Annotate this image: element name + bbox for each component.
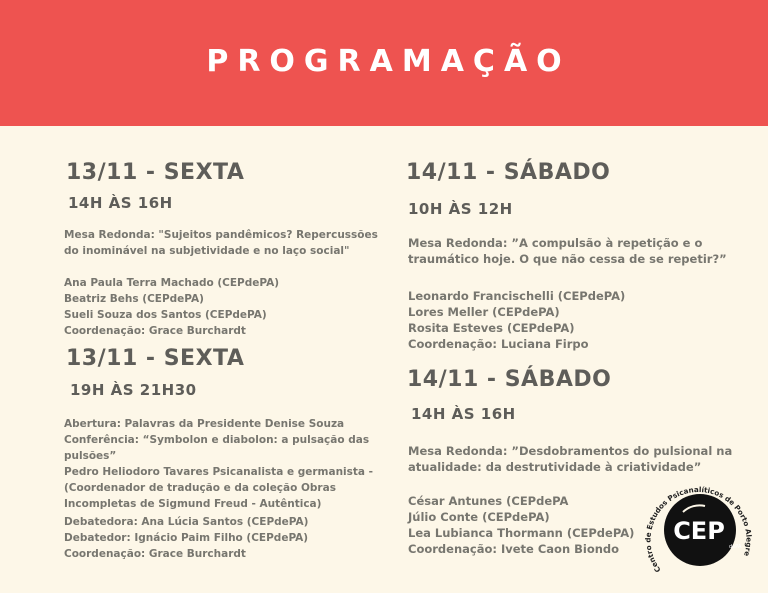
coordinator: Coordenação: Luciana Firpo [408, 337, 589, 351]
text-line: Mesa Redonda: ”A compulsão à repetição e o [408, 236, 703, 250]
time-heading: 14H ÀS 16H [68, 194, 173, 212]
participant: Sueli Souza dos Santos (CEPdePA) [64, 309, 267, 321]
cep-logo [643, 472, 755, 584]
day-heading: 14/11 - SÁBADO [406, 160, 611, 185]
session-description [408, 443, 732, 475]
coordinator: Coordenação: Ivete Caon Biondo [408, 542, 620, 556]
coordinator: Coordenação: Grace Burchardt [64, 548, 246, 560]
text-line: Conferência: “Symbolon e diabolon: a pulsação das [64, 434, 370, 446]
coordinator: Coordenação: Grace Burchardt [64, 325, 246, 337]
day-heading: 14/11 - SÁBADO [407, 367, 612, 392]
logo-suffix: dePA [729, 544, 742, 550]
participants-list [408, 288, 625, 352]
participant: Júlio Conte (CEPdePA) [408, 510, 550, 524]
time-heading: 14H ÀS 16H [411, 405, 516, 423]
time-heading: 19H ÀS 21H30 [70, 381, 197, 399]
text-line: Mesa Redonda: ”Desdobramentos do pulsional na [408, 444, 733, 458]
day-heading: 13/11 - SEXTA [66, 346, 245, 371]
text-line: atualidade: da destrutividade à criatividade” [408, 460, 702, 474]
participant: Lores Meller (CEPdePA) [408, 305, 560, 319]
text-line: Abertura: Palavras da Presidente Denise Souza [64, 418, 345, 430]
page-title: PROGRAMAÇÃO [206, 44, 571, 79]
participant: Ana Paula Terra Machado (CEPdePA) [64, 277, 280, 289]
logo-mark: CEP [673, 517, 725, 545]
text-line: do inominável na subjetividade e no laço social" [64, 245, 350, 257]
header-banner [0, 0, 768, 126]
time-heading: 10H ÀS 12H [408, 200, 513, 218]
text-line: pulsões” [64, 450, 117, 462]
text-line: Incompletas de Sigmund Freud - Autêntica) [64, 498, 322, 510]
text-line: (Coordenador de tradução e da coleção Obras [64, 482, 336, 494]
text-line: Mesa Redonda: "Sujeitos pandêmicos? Repercussões [64, 229, 378, 241]
session-description [64, 227, 378, 259]
participants-list [64, 514, 308, 562]
participant: Lea Lubianca Thormann (CEPdePA) [408, 526, 635, 540]
day-heading: 13/11 - SEXTA [66, 160, 245, 185]
text-line: Pedro Heliodoro Tavares Psicanalista e germanista - [64, 466, 374, 478]
participant: Rosita Esteves (CEPdePA) [408, 321, 575, 335]
participant: César Antunes (CEPdePA [408, 494, 569, 508]
participant: Debatedor: Ignácio Paim Filho (CEPdePA) [64, 532, 309, 544]
logo-ring-textpath: Centro de Estudos Psicanalíticos de Porto Alegre [643, 484, 754, 575]
text-line: traumático hoje. O que não cessa de se repetir?” [408, 252, 727, 266]
session-description [64, 416, 373, 512]
participant: Debatedora: Ana Lúcia Santos (CEPdePA) [64, 516, 309, 528]
participants-list [408, 493, 634, 557]
participant: Leonardo Francischelli (CEPdePA) [408, 289, 626, 303]
participant: Beatriz Behs (CEPdePA) [64, 293, 204, 305]
participants-list [64, 275, 279, 339]
session-description [408, 235, 727, 267]
